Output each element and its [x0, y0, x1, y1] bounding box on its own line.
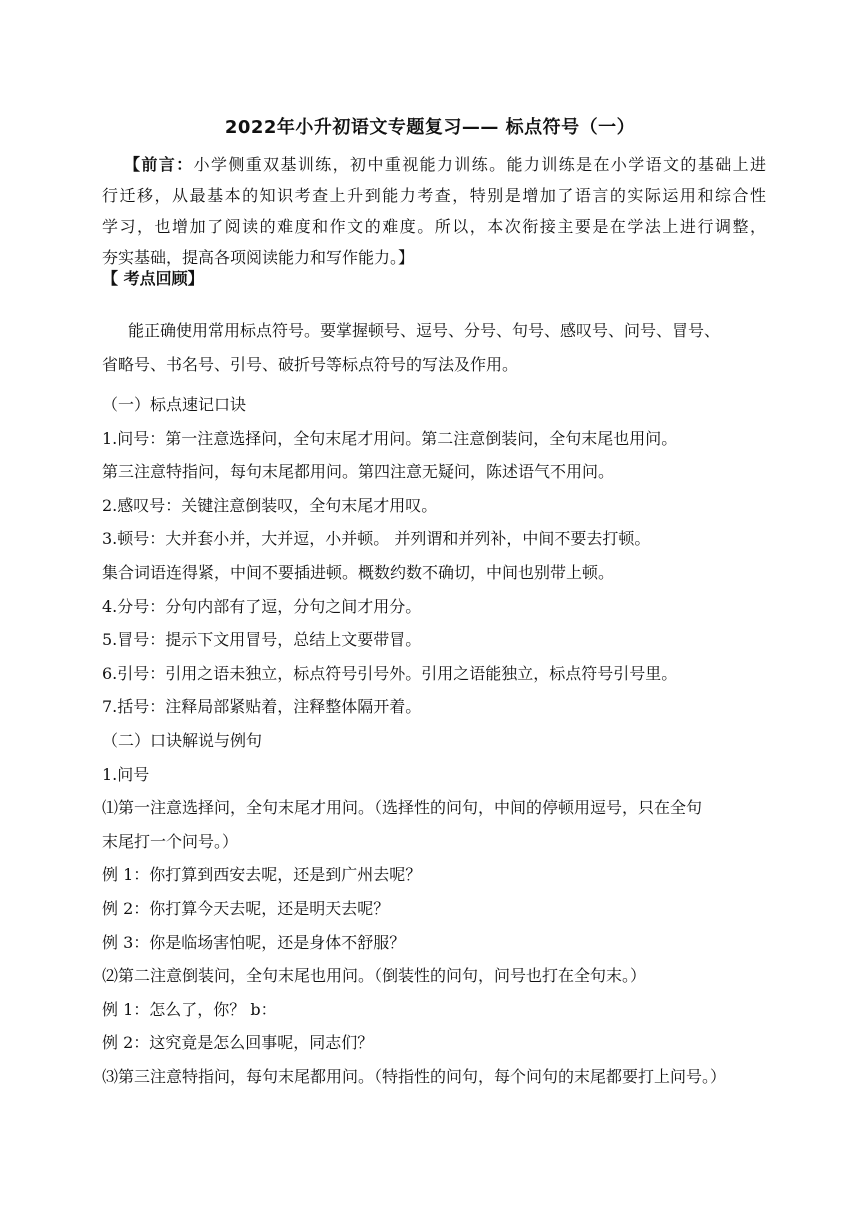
text-line: 2.感叹号：关键注意倒装叹，全句末尾才用叹。	[102, 495, 438, 515]
text-line: 例 3：你是临场害怕呢，还是身体不舒服？	[102, 932, 406, 952]
text-line: ⑴第一注意选择问，全句末尾才用问。（选择性的问句，中间的停顿用逗号，只在全句	[102, 798, 703, 818]
text-line: 例 1：你打算到西安去呢，还是到广州去呢？	[102, 865, 422, 885]
preface-line-3: 学习，也增加了阅读的难度和作文的难度。所以，本次衔接主要是在学法上进行调整，	[102, 217, 766, 236]
text-line: 5.冒号：提示下文用冒号，总结上文要带冒。	[102, 630, 422, 650]
page-title: 2022年小升初语文专题复习—— 标点符号（一）	[224, 117, 636, 138]
text-line: 例 2：你打算今天去呢，还是明天去呢？	[102, 898, 390, 918]
preface-paragraph	[102, 149, 766, 273]
text-line: 集合词语连得紧，中间不要插进顿。概数约数不确切，中间也别带上顿。	[102, 562, 615, 582]
text-line: 例 1：怎么了，你？ b：	[102, 999, 277, 1019]
review-line-2: 省略号、书名号、引号、破折号等标点符号的写法及作用。	[102, 354, 519, 374]
text-line: 末尾打一个问号。）	[102, 831, 239, 851]
text-line: 4.分号：分句内部有了逗，分句之间才用分。	[102, 596, 422, 616]
preface-line-2: 行迁移，从最基本的知识考查上升到能力考查，特别是增加了语言的实际运用和综合性	[102, 186, 766, 205]
text-line: （一）标点速记口诀	[102, 395, 247, 414]
text-line: 第三注意特指问，每句末尾都用问。第四注意无疑问，陈述语气不用问。	[102, 462, 615, 482]
body-text	[102, 388, 766, 1093]
text-line: 1.问号：第一注意选择问，全句末尾才用问。第二注意倒装问，全句末尾也用问。	[102, 428, 678, 448]
review-line-1: 能正确使用常用标点符号。要掌握顿号、逗号、分号、句号、感叹号、问号、冒号、	[128, 321, 721, 340]
text-line: 3.顿号：大并套小并，大并逗，小并顿。 并列谓和并列补，中间不要去打顿。	[102, 529, 651, 549]
text-line: 7.括号：注释局部紧贴着，注释整体隔开着。	[102, 697, 422, 717]
preface-line-1: 【前言：小学侧重双基训练，初中重视能力训练。能力训练是在小学语文的基础上进	[124, 155, 766, 174]
text-line: 1.问号	[102, 764, 150, 784]
text-line: 例 2：这究竟是怎么回事呢，同志们？	[102, 1033, 374, 1053]
text-line: 6.引号：引用之语未独立，标点符号引号外。引用之语能独立，标点符号引号里。	[102, 663, 678, 683]
review-section	[102, 262, 766, 296]
review-text	[102, 314, 766, 381]
review-heading: 【 考点回顾】	[102, 269, 204, 288]
text-line: ⑶第三注意特指问，每句末尾都用问。（特指性的问句，每个问句的末尾都要打上问号。）	[102, 1066, 727, 1086]
text-line: ⑵第二注意倒装问，全句末尾也用问。（倒装性的问句，问号也打在全句末。）	[102, 966, 647, 986]
preface-line-4: 夯实基础，提高各项阅读能力和写作能力。】	[102, 248, 415, 267]
preface-label: 【前言：	[124, 155, 194, 174]
text-line: （二）口诀解说与例句	[102, 730, 263, 750]
